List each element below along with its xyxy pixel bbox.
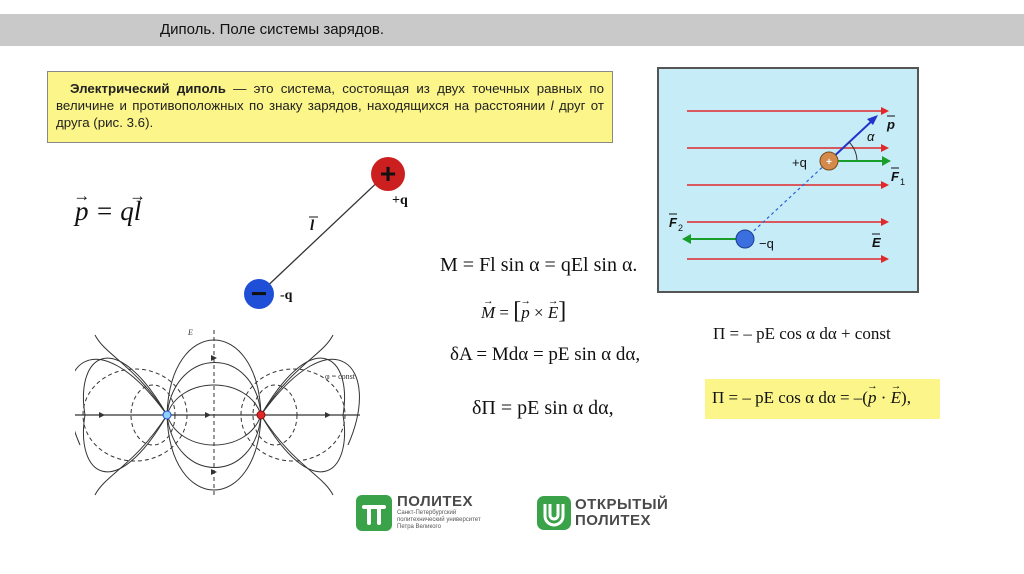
plus-q-ball-label: +q <box>792 155 807 170</box>
alpha-label: α <box>867 129 875 144</box>
header-bar <box>0 14 1024 46</box>
negative-charge-ball-icon <box>736 230 754 248</box>
dipole-arm-line <box>260 175 385 293</box>
slide-title: Диполь. Поле системы зарядов. <box>160 21 385 38</box>
f1-subscript: 1 <box>900 177 906 187</box>
phi-const-label: φ = const <box>325 372 356 381</box>
minus-q-label: -q <box>280 288 293 303</box>
vec-m: → M <box>481 303 495 323</box>
ball-plus-sign: + <box>826 157 832 168</box>
open-politech-line2: ПОЛИТЕХ <box>575 512 652 529</box>
torque-vec-eq: = <box>495 303 514 322</box>
f2-subscript: 2 <box>678 223 684 233</box>
torque-formula: M = Fl sin α = qEl sin α. <box>440 254 638 276</box>
definition-box <box>47 71 613 143</box>
pql-eq: = q <box>88 196 134 226</box>
definition-term: Электрический диполь <box>70 81 226 96</box>
potential2-start: П = – pE cos α dα = –( <box>712 388 868 407</box>
alpha-arc <box>849 142 857 161</box>
field-box-labels <box>669 116 905 251</box>
politech-logo-icon <box>356 495 392 531</box>
dipole-sketch <box>230 150 430 320</box>
force-f1-arrow-icon <box>882 156 891 166</box>
open-politech-logo-icon <box>537 496 571 530</box>
potential2-end: ), <box>901 388 911 407</box>
dipole-in-field-svg <box>659 69 917 291</box>
definition-var-l: l <box>550 98 554 113</box>
work-formula: δA = Mdα = pE sin α dα, <box>450 344 641 365</box>
potential-formula: П = – pE cos α dα + const <box>713 324 891 343</box>
potential-vector-formula <box>712 388 911 408</box>
f1-label: F <box>891 169 899 184</box>
vec-p-potential: → p <box>868 388 877 408</box>
f2-label: F <box>669 215 677 230</box>
dipole-moment-formula <box>75 196 141 227</box>
potential-differential-formula: δП = pE sin α dα, <box>472 397 614 419</box>
negative-point-charge-icon <box>163 411 171 419</box>
definition-text: — это система, состоящая из двух точечных равных по величине и противоположных по знаку зарядов, находящихся на расстоянии <box>56 81 604 113</box>
torque-vec-x: × <box>529 303 548 322</box>
minus-sign: − <box>250 278 268 309</box>
arm-l-label: l <box>310 218 315 234</box>
dipole-in-field-figure <box>657 67 919 293</box>
vec-e-torque: → E <box>548 303 558 323</box>
p-vector-label: p <box>887 117 895 132</box>
field-e-label: E <box>188 328 193 337</box>
potential2-dot: · <box>876 388 891 407</box>
minus-q-ball-label: −q <box>759 236 774 251</box>
open-politech-line1: ОТКРЫТЫЙ <box>575 496 669 513</box>
politech-sub2: политехнический университет <box>397 517 481 523</box>
equipotential-lines <box>83 330 345 495</box>
dipole-axis-dashed <box>745 161 829 239</box>
politech-sub3: Петра Великого <box>397 524 441 530</box>
vec-e-potential: → E <box>891 388 901 408</box>
force-f2-arrow-icon <box>682 234 691 244</box>
dipole-field-lines-figure <box>75 325 365 497</box>
vec-p-torque: → p <box>521 303 530 323</box>
politech-name: ПОЛИТЕХ <box>397 493 474 510</box>
uniform-field-lines <box>687 111 881 259</box>
positive-point-charge-icon <box>257 411 265 419</box>
plus-q-label: +q <box>392 193 408 208</box>
politech-sub1: Санкт-Петербургский <box>397 510 457 516</box>
vec-l: → l <box>134 196 142 227</box>
e-field-label: E <box>872 235 881 250</box>
plus-sign: + <box>379 158 397 189</box>
torque-vector-formula: → M = [→ p × → E] <box>481 298 566 325</box>
definition-text-end: друг от друга (рис. 3.6). <box>56 98 604 130</box>
vec-p: → p <box>75 196 89 227</box>
